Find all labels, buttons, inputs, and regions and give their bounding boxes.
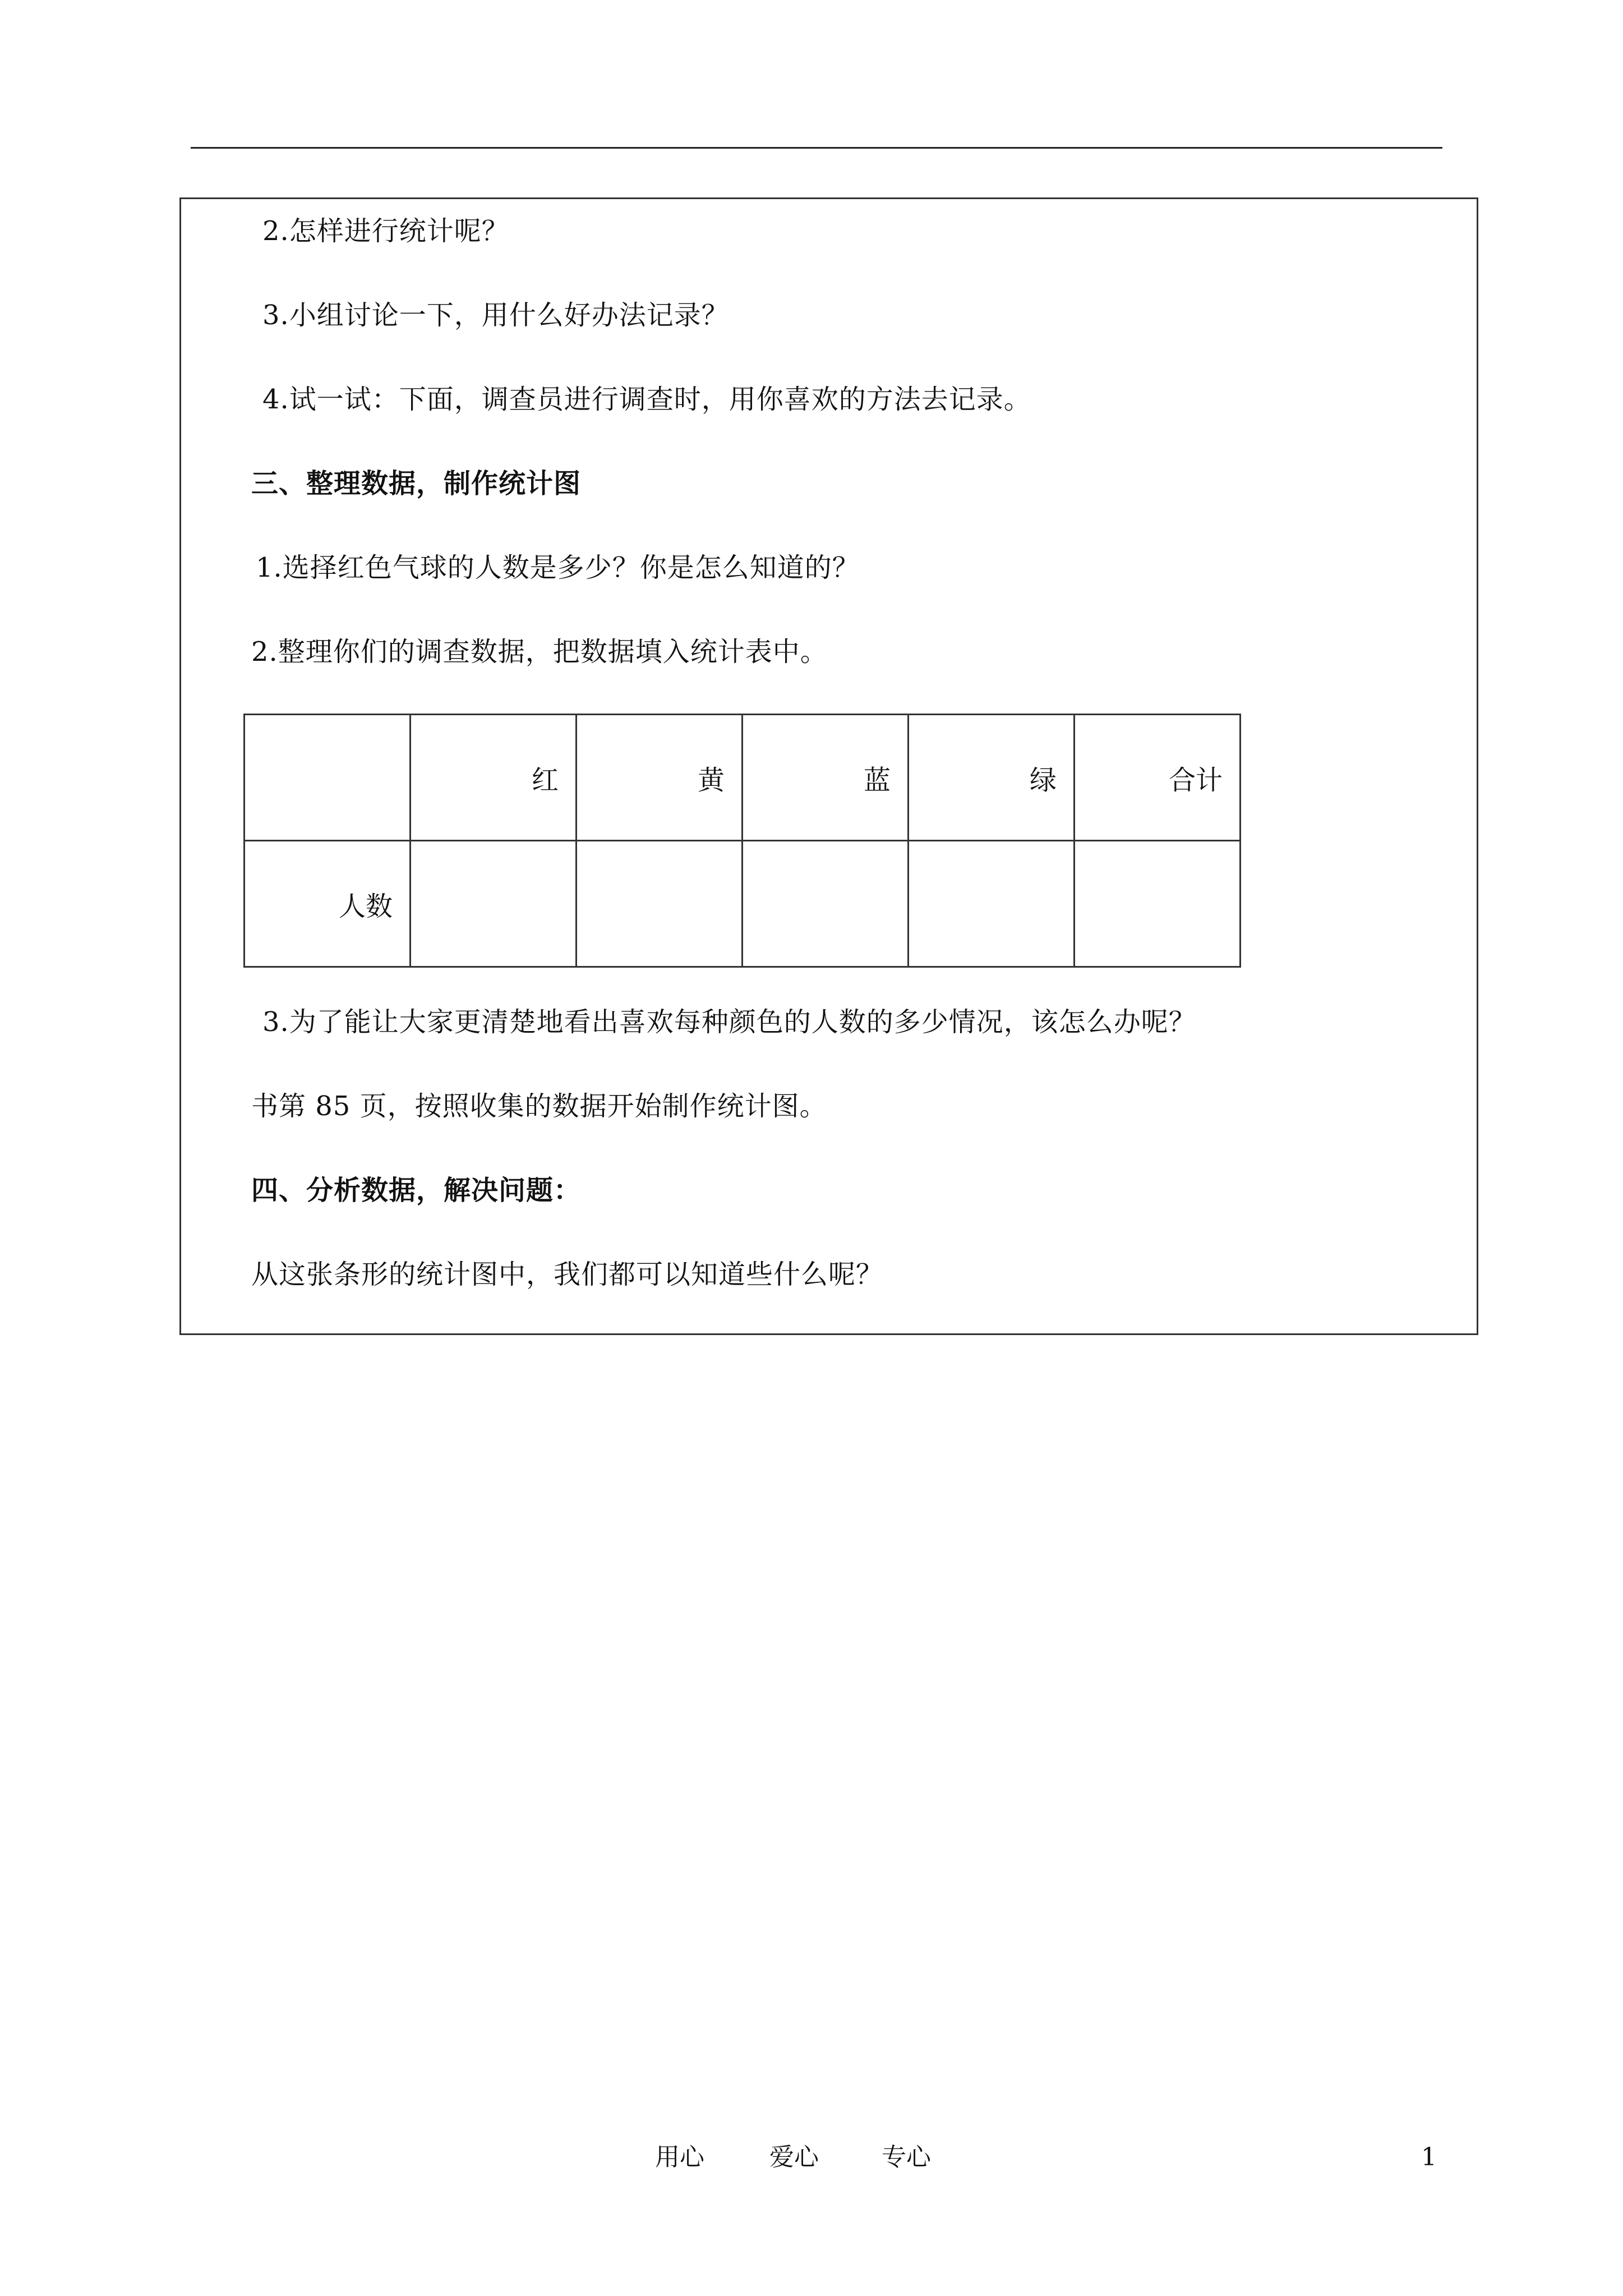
question-try-recording: 4.试一试：下面，调查员进行调查时，用你喜欢的方法去记录。: [262, 384, 1031, 415]
footer-motto-3: 专心: [882, 2143, 931, 2171]
table-header-green: 绿: [909, 715, 1075, 841]
table-row-label: 人数: [245, 841, 411, 967]
question-red-balloon-count: 1.选择红色气球的人数是多少？你是怎么知道的？: [256, 552, 860, 583]
table-corner-cell: [245, 715, 411, 841]
statistics-table: [243, 714, 1241, 968]
section-heading-organize-data: 三、整理数据，制作统计图: [251, 468, 582, 499]
question-bar-chart-insight: 从这张条形的统计图中，我们都可以知道些什么呢？: [251, 1259, 884, 1290]
footer-motto-2: 爱心: [769, 2143, 819, 2171]
question-show-clearly: 3.为了能让大家更清楚地看出喜欢每种颜色的人数的多少情况，该怎么办呢？: [262, 1006, 1196, 1038]
table-header-red: 红: [411, 715, 577, 841]
table-cell-red: [411, 841, 577, 967]
question-how-to-count: 2.怎样进行统计呢？: [262, 215, 509, 247]
footer-motto-1: 用心: [655, 2143, 704, 2171]
table-row: [245, 841, 1241, 967]
table-header-blue: 蓝: [743, 715, 909, 841]
question-group-discussion: 3.小组讨论一下，用什么好办法记录？: [262, 300, 729, 331]
table-cell-yellow: [577, 841, 743, 967]
table-cell-blue: [743, 841, 909, 967]
table-cell-green: [909, 841, 1075, 967]
table-header-yellow: 黄: [577, 715, 743, 841]
section-heading-analyze-data: 四、分析数据，解决问题：: [251, 1175, 582, 1206]
table-header-row: [245, 715, 1241, 841]
instruction-fill-table: 2.整理你们的调查数据，把数据填入统计表中。: [251, 636, 828, 668]
page-number: 1: [1421, 2143, 1437, 2171]
header-rule: [191, 147, 1442, 149]
table-header-total: 合计: [1075, 715, 1241, 841]
instruction-make-chart: 书第 85 页，按照收集的数据开始制作统计图。: [251, 1091, 827, 1122]
table-cell-total: [1075, 841, 1241, 967]
